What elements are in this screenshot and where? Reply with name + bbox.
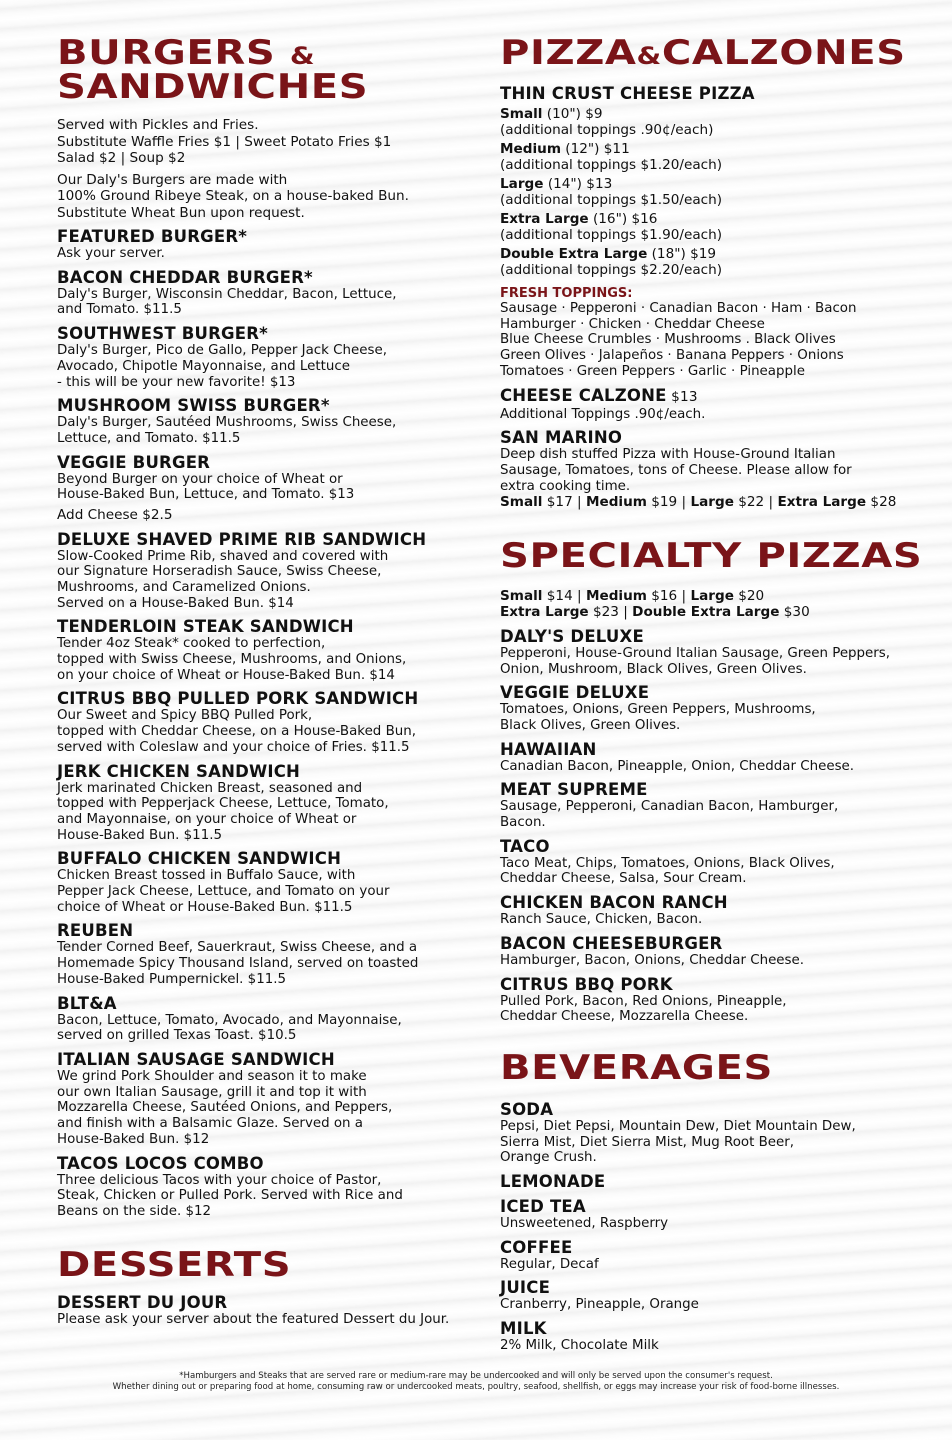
item-name: DESSERT DU JOUR — [57, 1292, 228, 1312]
left-column — [57, 33, 467, 1327]
item-name: BACON CHEDDAR BURGER* — [57, 267, 313, 287]
item-name: VEGGIE BURGER — [57, 452, 211, 472]
item-description: Tomatoes, Onions, Green Peppers, Mushrooms, Black Olives, Green Olives. — [500, 702, 816, 733]
item-description: Regular, Decaf — [500, 1256, 599, 1272]
menu-item — [57, 396, 467, 446]
item-name: TACO — [500, 836, 550, 856]
menu-item — [57, 921, 467, 987]
item-description: Pulled Pork, Bacon, Red Onions, Pineapple, Cheddar Cheese, Mozzarella Cheese. — [500, 993, 787, 1025]
price-line: Extra Large $23 | Double Extra Large $30 — [500, 604, 810, 621]
menu-item — [500, 84, 920, 278]
menu-item — [500, 975, 920, 1025]
item-description: Additional Toppings .90¢/each. — [500, 406, 706, 422]
menu-item — [57, 994, 467, 1044]
specialty-section-title: SPECIALTY PIZZAS — [500, 535, 923, 576]
item-name: ICED TEA — [500, 1197, 586, 1217]
menu-item — [57, 762, 467, 844]
menu-item — [500, 386, 920, 423]
price-line: Small $17 | Medium $19 | Large $22 | Extra Large $28 — [500, 494, 897, 511]
item-name: DELUXE SHAVED PRIME RIB SANDWICH — [57, 529, 427, 549]
item-description: Ask your server. — [57, 246, 165, 261]
item-name: CHEESE CALZONE $13 — [500, 385, 698, 405]
menu-item — [57, 453, 467, 524]
size-row: Small (10") $9 (additional toppings .90¢/each) — [500, 106, 714, 138]
burgers-intro: Served with Pickles and Fries. — [57, 117, 259, 133]
item-description: Our Sweet and Spicy BBQ Pulled Pork, topped with Cheddar Cheese, on a House-Baked Bun, served with Coleslaw and your choice of Fries. $11.5 — [57, 708, 416, 755]
menu-item — [500, 1172, 920, 1191]
menu-item — [57, 1154, 467, 1220]
item-description: Canadian Bacon, Pineapple, Onion, Cheddar Cheese. — [500, 758, 855, 774]
burgers-intro: 100% Ground Ribeye Steak, on a house-baked Bun. — [57, 188, 409, 204]
menu-item — [57, 617, 467, 683]
item-description: Jerk marinated Chicken Breast, seasoned and topped with Pepperjack Cheese, Lettuce, Tomato, and Mayonnaise, on your choice of Wheat or House-Baked Bun. $11.5 — [57, 780, 389, 843]
item-description: Chicken Breast tossed in Buffalo Sauce, with Pepper Jack Cheese, Lettuce, and Tomato on your choice of Wheat or House-Baked Bun. $11.5 — [57, 868, 390, 915]
item-name: REUBEN — [57, 921, 134, 941]
item-name: DALY'S DELUXE — [500, 626, 644, 646]
beverages-section-title: BEVERAGES — [500, 1047, 773, 1088]
item-description: Daly's Burger, Wisconsin Cheddar, Bacon, Lettuce, and Tomato. $11.5 — [57, 286, 397, 318]
item-description: Pepsi, Diet Pepsi, Mountain Dew, Diet Mountain Dew, Sierra Mist, Diet Sierra Mist, Mug Root Beer, Orange Crush. — [500, 1118, 856, 1166]
desserts-section-title: DESSERTS — [57, 1244, 292, 1285]
menu-item — [500, 1319, 920, 1354]
item-description: Tender Corned Beef, Sauerkraut, Swiss Cheese, and a Homemade Spicy Thousand Island, served on toasted House-Baked Pumpernickel. $11.5 — [57, 940, 419, 987]
burgers-intro: Salad $2 | Soup $2 — [57, 150, 186, 166]
item-description: Pepperoni, House-Ground Italian Sausage, Green Peppers, Onion, Mushroom, Black Olives, Green Olives. — [500, 645, 891, 677]
item-name: FEATURED BURGER* — [57, 227, 248, 246]
menu-item — [500, 428, 920, 511]
item-name: LEMONADE — [500, 1172, 606, 1192]
size-row: Double Extra Large (18") $19 (additional toppings $2.20/each) — [500, 246, 723, 278]
item-description: Cranberry, Pineapple, Orange — [500, 1297, 699, 1313]
menu-item — [500, 1278, 920, 1313]
item-name: BACON CHEESEBURGER — [500, 933, 723, 953]
right-column — [500, 33, 923, 1354]
burgers-intro: Substitute Wheat Bun upon request. — [57, 204, 305, 221]
item-name: CHICKEN BACON RANCH — [500, 893, 728, 913]
disclaimer-line: Whether dining out or preparing food at home, consuming raw or undercooked meats, poultry, seafood, shellfish, or eggs may increase your risk of food-borne illnesses. — [112, 1382, 840, 1392]
pizza-section-title: PIZZA&CALZONES — [500, 33, 906, 73]
size-row: Medium (12") $11 (additional toppings $1.20/each) — [500, 141, 723, 173]
item-description: We grind Pork Shoulder and season it to make our own Italian Sausage, grill it and top it with Mozzarella Cheese, Sautéed Onions, and Peppers, and finish with a Balsamic Glaze. Served on a House-Baked Bun. $12 — [57, 1069, 393, 1147]
item-name: VEGGIE DELUXE — [500, 683, 650, 703]
item-name: TENDERLOIN STEAK SANDWICH — [57, 617, 354, 637]
item-name: JUICE — [500, 1278, 551, 1298]
fresh-toppings-label: FRESH TOPPINGS: — [500, 286, 633, 301]
footer-disclaimer — [0, 1371, 952, 1393]
item-description: Three delicious Tacos with your choice of Pastor, Steak, Chicken or Pulled Pork. Served with Rice and Beans on the side. $12 — [57, 1172, 403, 1219]
menu-item — [500, 1197, 920, 1232]
item-description: Sausage, Pepperoni, Canadian Bacon, Hamburger, Bacon. — [500, 799, 839, 831]
menu-item — [500, 683, 920, 733]
item-name: BLT&A — [57, 993, 117, 1013]
price-line: Small $14 | Medium $16 | Large $20 — [500, 587, 765, 604]
burgers-intro: Our Daly's Burgers are made with — [57, 171, 288, 188]
item-name: TACOS LOCOS COMBO — [57, 1153, 264, 1173]
item-description: Tender 4oz Steak* cooked to perfection, topped with Swiss Cheese, Mushrooms, and Onions, on your choice of Wheat or House-Baked Bun. $14 — [57, 636, 407, 683]
size-row: Large (14") $13 (additional toppings $1.50/each) — [500, 176, 723, 208]
item-description: 2% Milk, Chocolate Milk — [500, 1338, 659, 1354]
item-name: HAWAIIAN — [500, 739, 597, 759]
item-description: Daly's Burger, Sautéed Mushrooms, Swiss Cheese, Lettuce, and Tomato. $11.5 — [57, 415, 397, 446]
item-description: Deep dish stuffed Pizza with House-Ground Italian Sausage, Tomatoes, tons of Cheese. Please allow for extra cooking time. — [500, 447, 852, 494]
burgers-section-title: BURGERS & SANDWICHES — [57, 33, 369, 107]
menu-item — [500, 1100, 920, 1166]
menu-item — [57, 1293, 467, 1328]
menu-item — [57, 530, 467, 612]
menu-item — [500, 740, 920, 775]
burgers-intro: Substitute Waffle Fries $1 | Sweet Potato Fries $1 — [57, 133, 392, 150]
item-description: Bacon, Lettuce, Tomato, Avocado, and Mayonnaise, served on grilled Texas Toast. $10.5 — [57, 1012, 402, 1044]
menu-item — [500, 934, 920, 969]
item-name: MUSHROOM SWISS BURGER* — [57, 396, 330, 416]
menu-item — [57, 324, 467, 390]
menu-item — [57, 689, 467, 755]
item-description: Beyond Burger on your choice of Wheat or House-Baked Bun, Lettuce, and Tomato. $13 — [57, 471, 355, 503]
item-extra: Add Cheese $2.5 — [57, 507, 173, 524]
item-description: Please ask your server about the featured Dessert du Jour. — [57, 1311, 450, 1327]
item-name: COFFEE — [500, 1237, 573, 1257]
menu-item — [500, 780, 920, 830]
menu-item — [500, 627, 920, 677]
item-name: THIN CRUST CHEESE PIZZA — [500, 84, 755, 103]
menu-item — [57, 1050, 467, 1148]
item-name: CITRUS BBQ PULLED PORK SANDWICH — [57, 689, 419, 709]
item-description: Unsweetened, Raspberry — [500, 1216, 669, 1232]
disclaimer-line: *Hamburgers and Steaks that are served rare or medium-rare may be undercooked and will only be served upon the consumer's request. — [179, 1371, 773, 1381]
item-description: Ranch Sauce, Chicken, Bacon. — [500, 912, 703, 928]
menu-item — [57, 268, 467, 318]
menu-item — [500, 837, 920, 887]
item-name: SAN MARINO — [500, 428, 623, 448]
menu-item — [57, 227, 467, 262]
size-row: Extra Large (16") $16 (additional toppings $1.90/each) — [500, 211, 723, 243]
item-name: SOUTHWEST BURGER* — [57, 324, 268, 344]
item-description: Daly's Burger, Pico de Gallo, Pepper Jack Cheese, Avocado, Chipotle Mayonnaise, and Lettuce - this will be your new favorite! $13 — [57, 343, 387, 390]
menu-item — [500, 1238, 920, 1273]
item-name: MEAT SUPREME — [500, 780, 648, 800]
item-name: JERK CHICKEN SANDWICH — [57, 761, 301, 781]
item-name: MILK — [500, 1319, 547, 1339]
menu-item — [500, 893, 920, 928]
item-name: SODA — [500, 1099, 554, 1119]
item-name: BUFFALO CHICKEN SANDWICH — [57, 849, 342, 869]
fresh-toppings-list: Sausage · Pepperoni · Canadian Bacon · Ham · Bacon Hamburger · Chicken · Cheddar Cheese Blue Cheese Crumbles · Mushrooms . Black Olives Green Olives · Jalapeños · Banana Peppers · Onions Tomatoes · Green Peppers · Garlic · Pineapple — [500, 301, 857, 379]
item-description: Taco Meat, Chips, Tomatoes, Onions, Black Olives, Cheddar Cheese, Salsa, Sour Cream. — [500, 855, 835, 887]
menu-item — [57, 849, 467, 915]
item-name: ITALIAN SAUSAGE SANDWICH — [57, 1050, 335, 1069]
item-description: Hamburger, Bacon, Onions, Cheddar Cheese. — [500, 952, 805, 968]
item-name: CITRUS BBQ PORK — [500, 974, 673, 994]
item-description: Slow-Cooked Prime Rib, shaved and covered with our Signature Horseradish Sauce, Swiss Cheese, Mushrooms, and Caramelized Onions. Served on a House-Baked Bun. $14 — [57, 548, 389, 611]
